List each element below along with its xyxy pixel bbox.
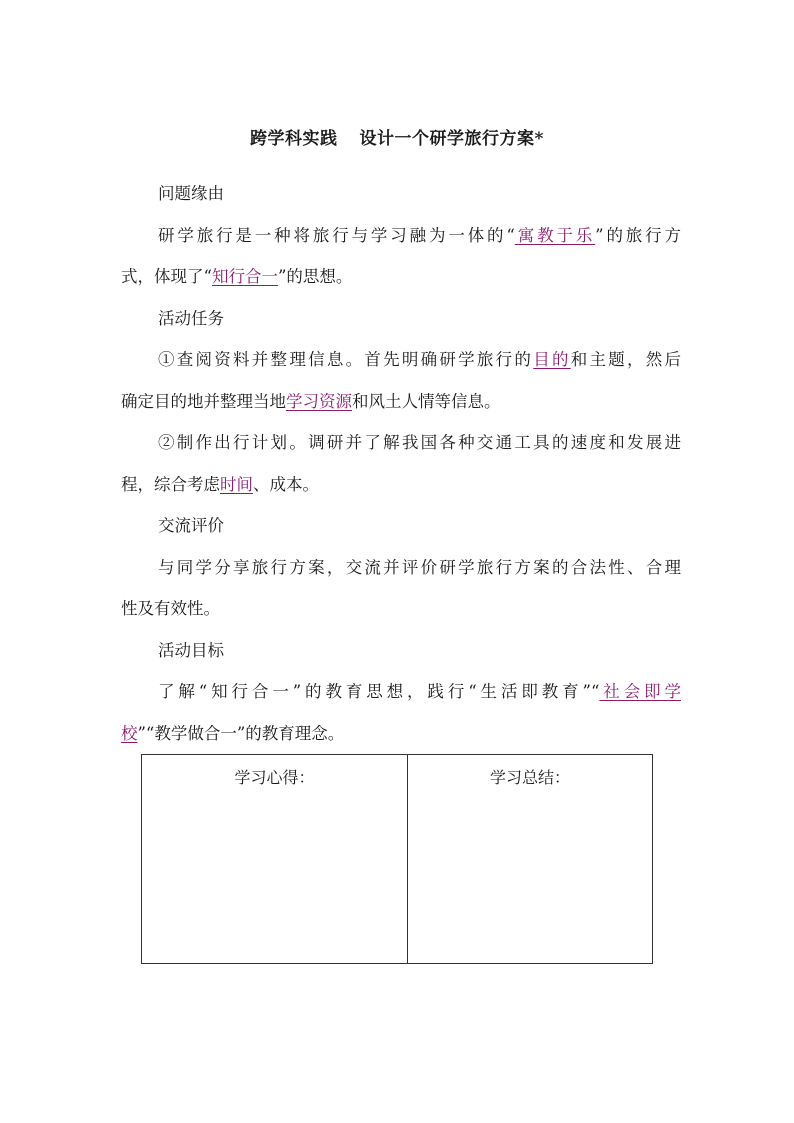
paragraph-line: 性及有效性。 — [121, 599, 220, 618]
paragraph-line: 校”“教学做合一”的教育理念。 — [121, 724, 345, 743]
title-part-1: 跨学科实践 — [250, 129, 338, 149]
keyword-link[interactable]: 目的 — [533, 350, 571, 369]
paragraph-line: 了解“知行合一”的教育思想，践行“生活即教育”“社会即学 — [158, 682, 681, 701]
learning-summary-label: 学习总结： — [489, 768, 570, 787]
paragraph-line: 程，综合考虑时间、成本。 — [121, 475, 319, 494]
keyword-link[interactable]: 学习资源 — [286, 392, 352, 411]
heading-activity-goals: 活动目标 — [158, 641, 224, 660]
paragraph-line: ②制作出行计划。调研并了解我国各种交通工具的速度和发展进 — [158, 433, 681, 452]
keyword-link[interactable]: 校 — [121, 724, 138, 743]
heading-activity-tasks: 活动任务 — [158, 309, 224, 328]
paragraph-line: 研学旅行是一种将旅行与学习融为一体的“寓教于乐”的旅行方 — [158, 226, 682, 245]
keyword-link[interactable]: 社会即学 — [599, 682, 681, 701]
keyword-link[interactable]: 时间 — [220, 475, 253, 494]
heading-problem-origin: 问题缘由 — [158, 184, 224, 203]
learning-summary-cell[interactable] — [408, 755, 653, 964]
page-title — [0, 124, 794, 149]
learning-insights-label: 学习心得： — [234, 768, 315, 787]
title-part-2: 设计一个研学旅行方案* — [359, 129, 544, 149]
notes-table — [141, 754, 653, 964]
keyword-link[interactable]: 寓教于乐 — [514, 226, 596, 245]
paragraph-line: ①查阅资料并整理信息。首先明确研学旅行的目的和主题，然后 — [158, 350, 682, 369]
paragraph-line: 式，体现了“知行合一”的思想。 — [121, 267, 353, 286]
keyword-link[interactable]: 知行合一 — [211, 267, 278, 286]
learning-insights-cell[interactable] — [142, 755, 408, 964]
paragraph-line: 确定目的地并整理当地学习资源和风土人情等信息。 — [121, 392, 501, 411]
paragraph-line: 与同学分享旅行方案，交流并评价研学旅行方案的合法性、合理 — [158, 558, 681, 577]
heading-exchange-evaluation: 交流评价 — [158, 516, 224, 535]
